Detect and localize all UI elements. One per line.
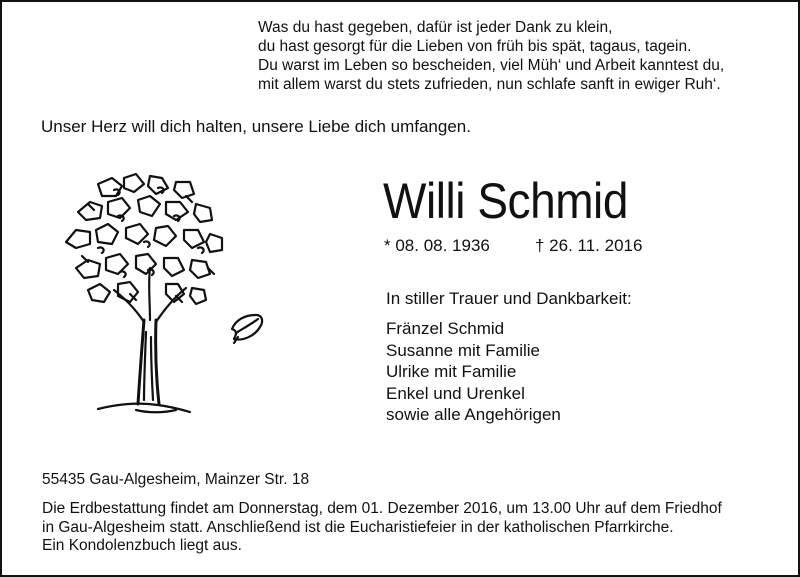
heart-line: Unser Herz will dich halten, unsere Liebe dich umfangen. (41, 117, 471, 136)
notice-line: Die Erdbestattung findet am Donnerstag, dem 01. Dezember 2016, um 13.00 Uhr auf dem Friedhof (42, 500, 722, 517)
mourner: sowie alle Angehörigen (386, 405, 561, 424)
falling-leaf-icon (228, 309, 268, 345)
life-dates (384, 236, 643, 256)
poem-line: du hast gesorgt für die Lieben von früh bis spät, tagaus, tagein. (258, 38, 692, 55)
mourner: Enkel und Urenkel (386, 383, 525, 403)
address: 55435 Gau-Algesheim, Mainzer Str. 18 (42, 471, 310, 488)
notice-line: Ein Kondolenzbuch liegt aus. (42, 537, 242, 554)
poem-line: Was du hast gegeben, dafür ist jeder Dank zu klein, (258, 19, 613, 36)
tree-icon (58, 172, 238, 422)
death-date: † 26. 11. 2016 (535, 236, 643, 255)
mourners-list (386, 318, 561, 426)
deceased-name: Willi Schmid (383, 173, 628, 229)
notice-line: in Gau-Algesheim statt. Anschließend ist die Eucharistiefeier in der katholischen Pfarrkirche. (42, 518, 674, 536)
mourning-line: In stiller Trauer und Dankbarkeit: (386, 289, 632, 308)
poem-line: Du warst im Leben so bescheiden, viel Müh‘ und Arbeit kanntest du, (258, 57, 725, 74)
birth-date: * 08. 08. 1936 (384, 236, 490, 255)
poem (258, 18, 724, 94)
mourner: Susanne mit Familie (386, 340, 541, 360)
mourner: Ulrike mit Familie (386, 362, 517, 381)
poem-line: mit allem warst du stets zufrieden, nun schlafe sanft in ewiger Ruh‘. (258, 76, 721, 93)
mourner: Fränzel Schmid (386, 319, 505, 338)
funeral-notice (42, 500, 722, 556)
